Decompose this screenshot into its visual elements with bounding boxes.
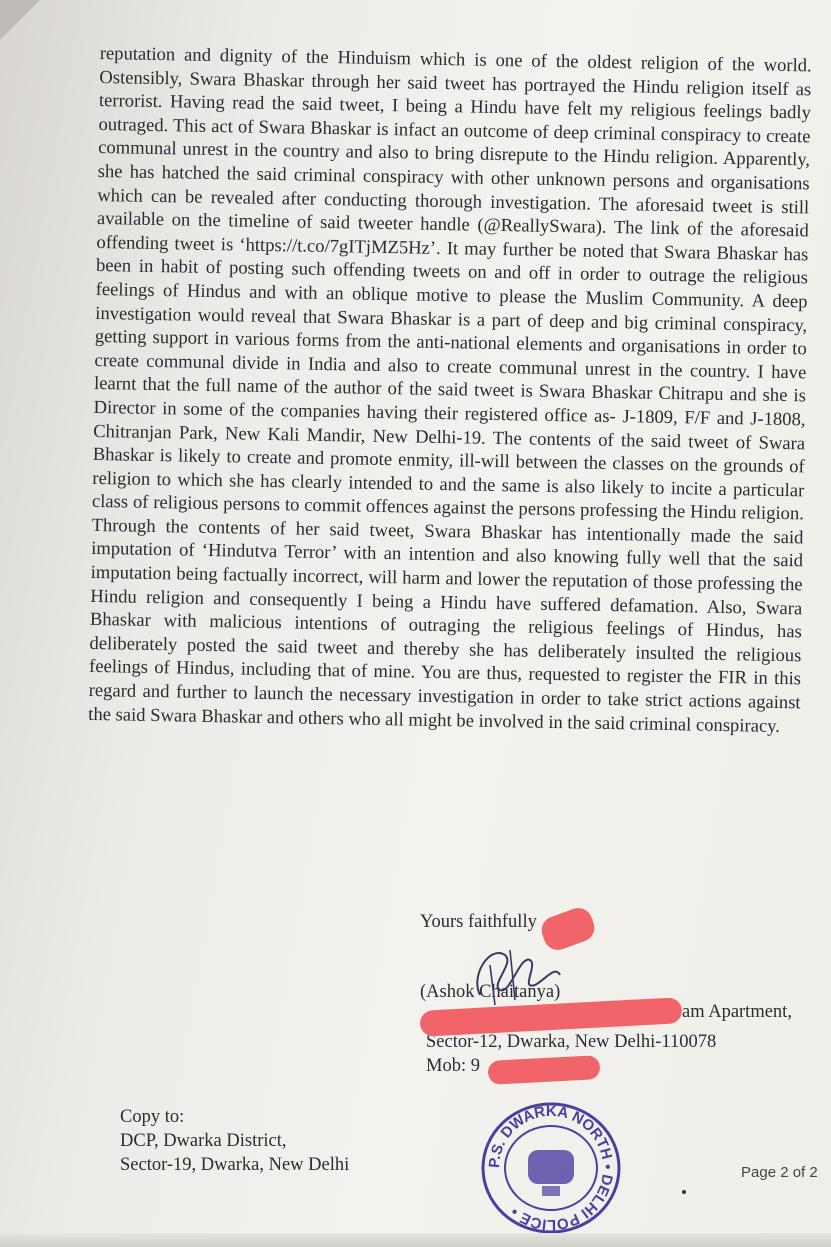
copy-to-block xyxy=(120,1105,349,1177)
copy-to-line: DCP, Dwarka District, xyxy=(120,1131,287,1151)
page-bottom-edge xyxy=(0,1233,831,1247)
page-corner-fold xyxy=(0,0,40,40)
mobile-number: Mob: 9 xyxy=(426,1056,480,1076)
letter-body: reputation and dignity of the Hinduism which is one of the oldest religion of the world. Ostensibly, Swara Bhaskar through her said tweet has portrayed the Hindu religion itself as terrorist. Having read the said tweet, I being a Hindu have felt my religious feelings badly outraged. This act of Swara Bhaskar is infact an outcome of deep criminal conspiracy to create communal unrest in the country and also to bring disrepute to the Hindu religion. Apparently, she has hatched the said criminal conspiracy with other unknown persons and organisations which can be revealed after conducting thorough investigation. The aforesaid tweet is still available on the timeline of said tweeter handle (@ReallySwara). The link of the aforesaid offending tweet is ‘https://t.co/7gITjMZ5Hz’. It may further be noted that Swara Bhaskar has been in habit of posting such offending tweets on and off in order to outrage the religious feelings of Hindus and with an oblique motive to please the Muslim Community. A deep investigation would reveal that Swara Bhaskar is a part of deep and big criminal conspiracy, getting support in various forms from the anti-national elements and organisations in order to create communal divide in India and also to create communal unrest in the country. I have learnt that the full name of the author of the said tweet is Swara Bhaskar Chitrapu and she is Director in some of the companies having their registered office as- J-1809, F/F and J-1808, Chitranjan Park, New Kali Mandir, New Delhi-19. The contents of the said tweet of Swara Bhaskar is likely to create and promote enmity, ill-will between the classes on the grounds of religion to which she has clearly intended to and the same is also likely to incite a particular class of religious persons to commit offences against the persons professing the Hindu religion. Through the contents of her said tweet, Swara Bhaskar has intentionally made the said imputation of ‘Hindutva Terror’ with an intention and also knowing fully well that the said imputation being factually incorrect, will harm and lower the reputation of those professing the Hindu religion and consequently I being a Hindu have suffered defamation. Also, Swara Bhaskar with malicious intentions of outraging the religious feelings of Hindus, has deliberately posted the said tweet and thereby she has deliberately insulted the religious feelings of Hindus, including that of mine. You are thus, requested to register the FIR in this regard and further to launch the necessary investigation in order to take strict actions against the said Swara Bhaskar and others who all might be involved in the said criminal conspiracy. xyxy=(88,42,812,737)
stamp-text: P.S. DWARKA NORTH • DELHI POLICE • xyxy=(485,1102,617,1234)
redaction-mark xyxy=(487,1055,600,1085)
copy-to-line: Sector-19, Dwarka, New Delhi xyxy=(120,1155,350,1175)
copy-to-heading: Copy to: xyxy=(120,1107,185,1127)
closing-line: Yours faithfully xyxy=(420,912,537,932)
address-line: Sector-12, Dwarka, New Delhi-110078 xyxy=(426,1032,717,1052)
address-fragment: am Apartment, xyxy=(682,1002,792,1022)
page-number: Page 2 of 2 xyxy=(741,1164,818,1181)
ink-dot xyxy=(682,1190,686,1194)
police-stamp xyxy=(476,1098,626,1238)
signatory-name: (Ashok Chaitanya) xyxy=(420,982,561,1002)
